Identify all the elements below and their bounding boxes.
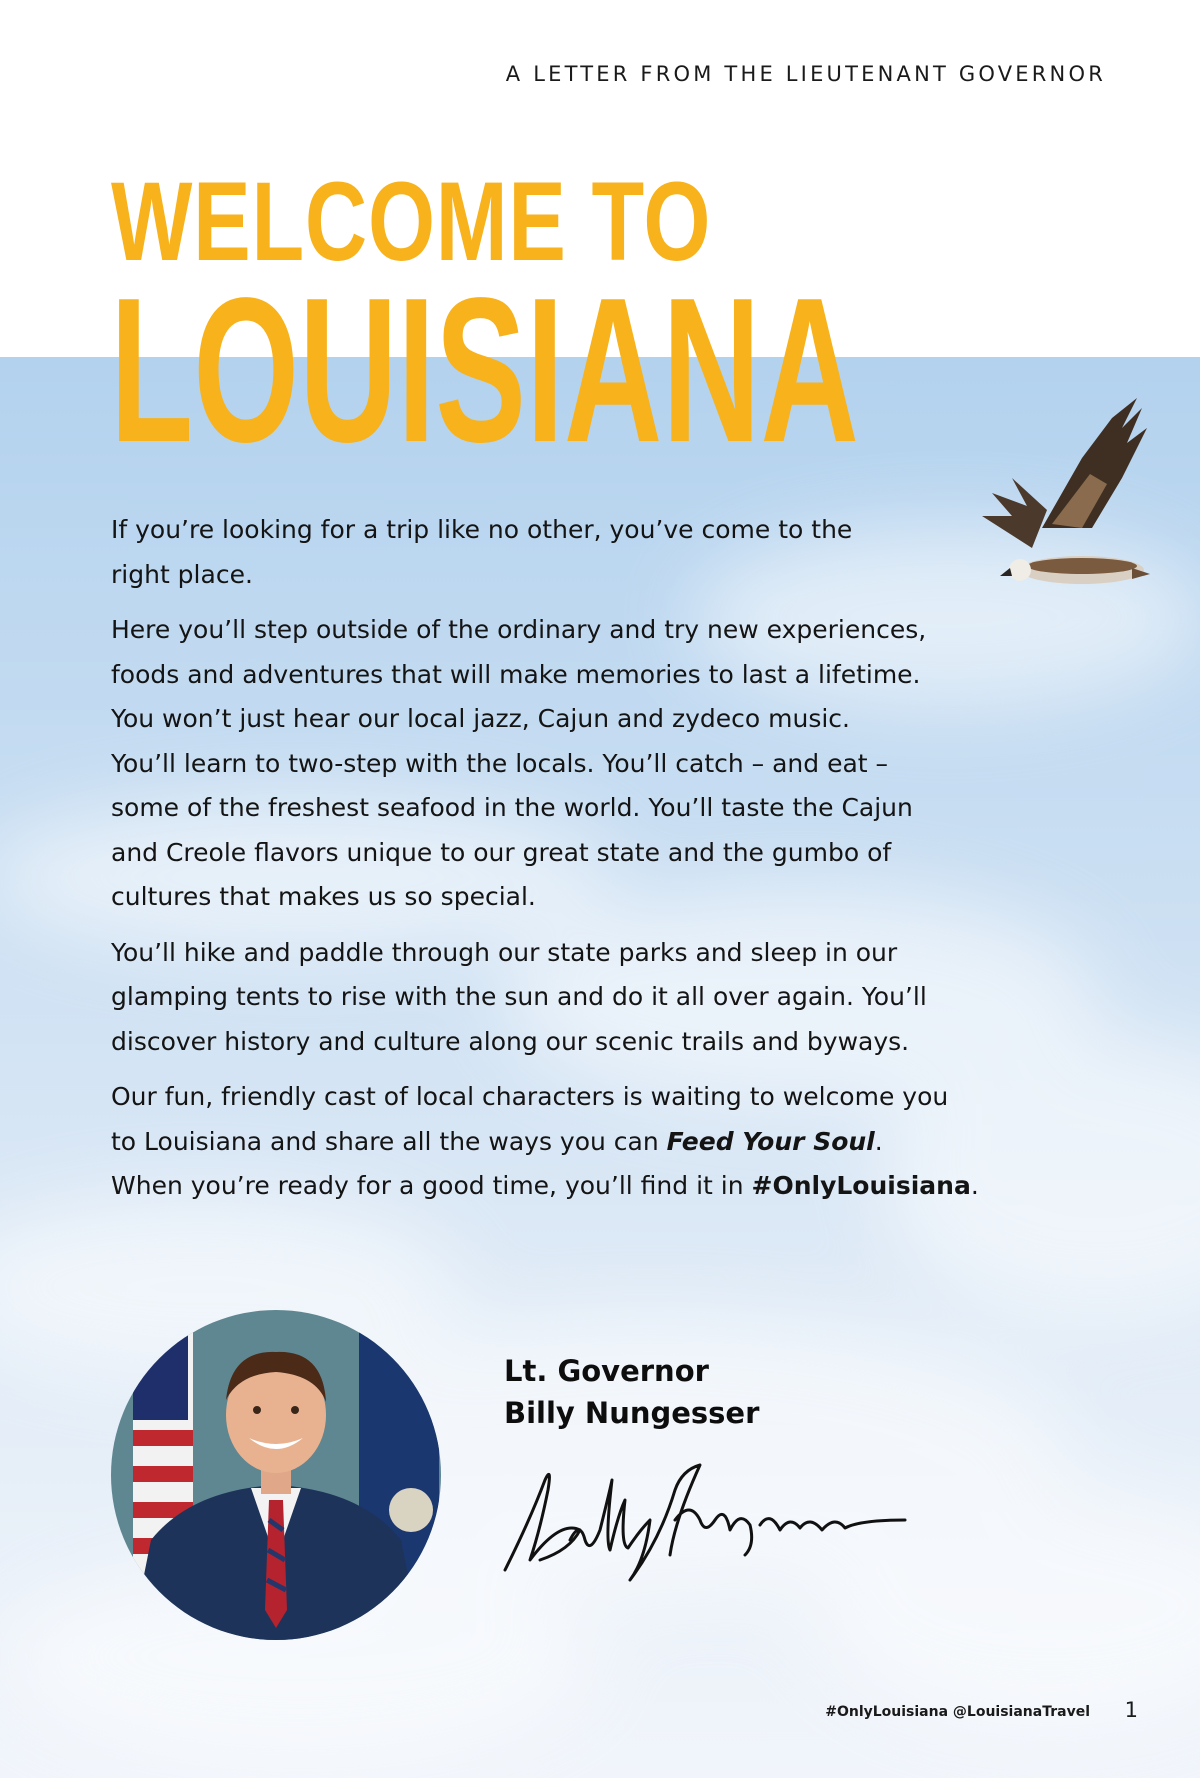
letter-line: You’ll learn to two-step with the locals. You’ll catch – and eat – <box>111 748 889 778</box>
letter-line: Our fun, friendly cast of local characters is waiting to welcome you <box>111 1082 949 1111</box>
letter-line: Here you’ll step outside of the ordinary and try new experiences, <box>111 615 927 644</box>
letter-paragraph <box>111 608 991 920</box>
signature-name: Billy Nungesser <box>504 1396 760 1430</box>
letter-eyebrow: A LETTER FROM THE LIEUTENANT GOVERNOR <box>505 62 1106 86</box>
letter-line: foods and adventures that will make memories to last a lifetime. <box>111 659 921 689</box>
handwritten-signature <box>500 1460 910 1585</box>
osprey-bird-image <box>972 398 1152 596</box>
letter-text: to Louisiana and share all the ways you can <box>111 1126 667 1156</box>
page-number: 1 <box>1124 1698 1138 1722</box>
letter-line: and Creole flavors unique to our great state and the gumbo of <box>111 837 892 867</box>
letter-line <box>111 1120 991 1165</box>
headline-louisiana: LOUISIANA <box>110 255 859 485</box>
signature-block <box>504 1350 759 1434</box>
letter-paragraph <box>111 931 991 1065</box>
letter-line: cultures that makes us so special. <box>111 882 536 911</box>
letter-line: right place. <box>111 559 253 589</box>
only-louisiana-hashtag: #OnlyLouisiana <box>751 1171 971 1200</box>
letter-line: You won’t just hear our local jazz, Cajun and zydeco music. <box>111 704 850 733</box>
letter-text: . <box>970 1171 979 1200</box>
letter-line <box>111 1164 991 1209</box>
letter-text: . <box>874 1126 883 1156</box>
letter-line: glamping tents to rise with the sun and do it all over again. You’ll <box>111 982 927 1011</box>
feed-your-soul-emphasis: Feed Your Soul <box>666 1126 875 1156</box>
letter-line: If you’re looking for a trip like no other, you’ve come to the <box>111 515 853 544</box>
letter-paragraph <box>111 508 991 597</box>
letter-paragraph <box>111 1075 991 1209</box>
letter-text: When you’re ready for a good time, you’ll find it in <box>111 1171 752 1200</box>
headline-welcome-to: WELCOME TO <box>111 159 712 284</box>
letter-line: You’ll hike and paddle through our state parks and sleep in our <box>111 937 898 967</box>
bird-icon <box>982 398 1150 584</box>
signature-title: Lt. Governor <box>504 1354 709 1388</box>
letter-body <box>111 508 991 1220</box>
letter-line: discover history and culture along our scenic trails and byways. <box>111 1026 910 1056</box>
letter-line: some of the freshest seafood in the world. You’ll taste the Cajun <box>111 793 913 822</box>
footer-social-tagline: #OnlyLouisiana @LouisianaTravel <box>825 1704 1090 1720</box>
lt-governor-portrait <box>111 1310 441 1640</box>
